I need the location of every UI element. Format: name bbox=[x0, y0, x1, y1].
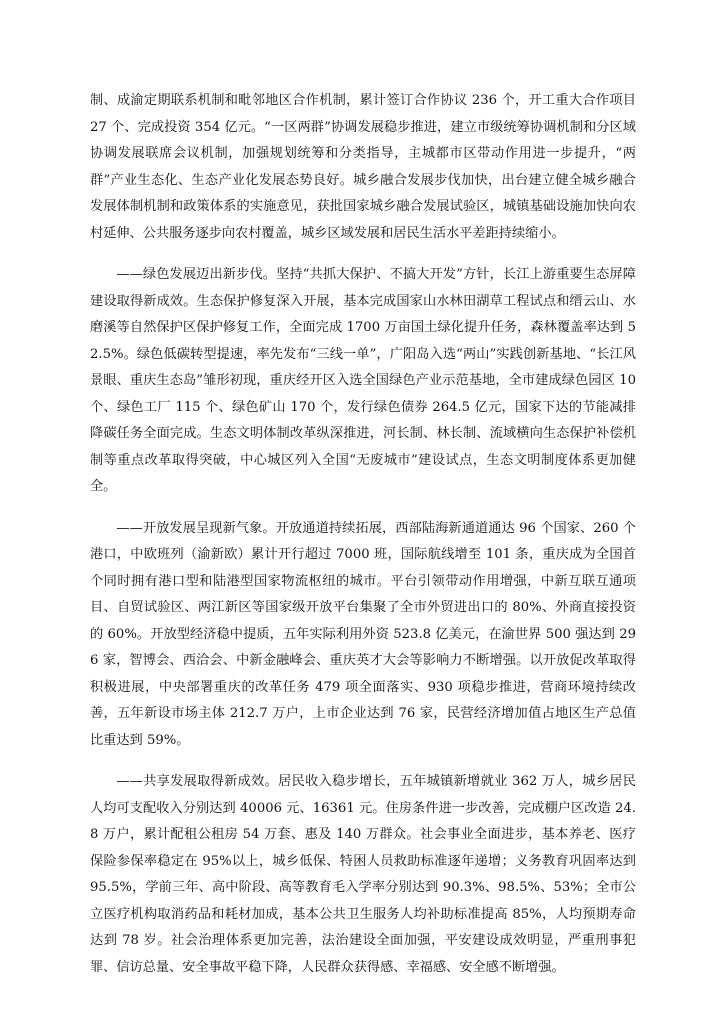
paragraph-open-development: ——开放发展呈现新气象。开放通道持续拓展，西部陆海新通道通达 96 个国家、260 个港口，中欧班列（渝新欧）累计开行超过 7000 班，国际航线增至 101 条，重庆成为全国首个同时拥有港口型和陆港型国家物流枢纽的城市。平台引领带动作用增强，中新互联互通项目、自贸试验区、两江新区等国家级开放平台集聚了全市外贸进出口的 80%、外商直接投资的 60%。开放型经济稳中提质，五年实际利用外资 523.8 亿美元，在渝世界 500 强达到 296 家，智博会、西洽会、中新金融峰会、重庆英才大会等影响力不断增强。以开放促改革取得积极进展，中央部署重庆的改革任务 479 项全面落实、930 项稳步推进，营商环境持续改善，五年新设市场主体 212.7 万户，上市企业达到 76 家，民营经济增加值占地区生产总值比重达到 59%。 bbox=[90, 520, 636, 748]
paragraph-regional-coordination: 制、成渝定期联系机制和毗邻地区合作机制，累计签订合作协议 236 个，开工重大合作项目 27 个、完成投资 354 亿元。“一区两群”协调发展稳步推进，建立市级统筹协调机制和分区域协调发展联席会议机制，加强规划统筹和分类指导，主城都市区带动作用进一步提升，“两群”产业生态化、生态产业化发展态势良好。城乡融合发展步伐加快，出台建立健全城乡融合发展体制机制和政策体系的实施意见，获批国家城乡融合发展试验区，城镇基础设施加快向农村延伸、公共服务逐步向农村覆盖，城乡区域发展和居民生活水平差距持续缩小。 bbox=[90, 93, 636, 241]
paragraph-green-development: ——绿色发展迈出新步伐。坚持“共抓大保护、不搞大开发”方针，长江上游重要生态屏障建设取得新成效。生态保护修复深入开展，基本完成国家山水林田湖草工程试点和缙云山、水磨溪等自然保护区保护修复工作，全面完成 1700 万亩国土绿化提升任务，森林覆盖率达到 52.5%。绿色低碳转型提速，率先发布“三线一单”，广阳岛入选“两山”实践创新基地、“长江风景眼、重庆生态岛”雏形初现，重庆经开区入选全国绿色产业示范基地，全市建成绿色园区 10 个、绿色工厂 115 个、绿色矿山 170 个，发行绿色债券 264.5 亿元，国家下达的节能减排降碳任务全面完成。生态文明体制改革纵深推进，河长制、林长制、流域横向生态保护补偿机制等重点改革取得突破，中心城区列入全国“无废城市”建设试点，生态文明制度体系更加健全。 bbox=[90, 267, 636, 494]
document-body bbox=[90, 88, 636, 996]
paragraph-shared-development: ——共享发展取得新成效。居民收入稳步增长，五年城镇新增就业 362 万人，城乡居民人均可支配收入分别达到 40006 元、16361 元。住房条件进一步改善，完成棚户区改造 24.8 万户，累计配租公租房 54 万套、惠及 140 万群众。社会事业全面进步，基本养老、医疗保险参保率稳定在 95%以上，城乡低保、特困人员救助标准逐年递增；义务教育巩固率达到 95.5%，学前三年、高中阶段、高等教育毛入学率分别达到 90.3%、98.5%、53%；全市公立医疗机构取消药品和耗材加成，基本公共卫生服务人均补助标准提高 85%，人均预期寿命达到 78 岁。社会治理体系更加完善，法治建设全面加强，平安建设成效明显，严重刑事犯罪、信访总量、安全事故平稳下降，人民群众获得感、幸福感、安全感不断增强。 bbox=[90, 774, 636, 975]
